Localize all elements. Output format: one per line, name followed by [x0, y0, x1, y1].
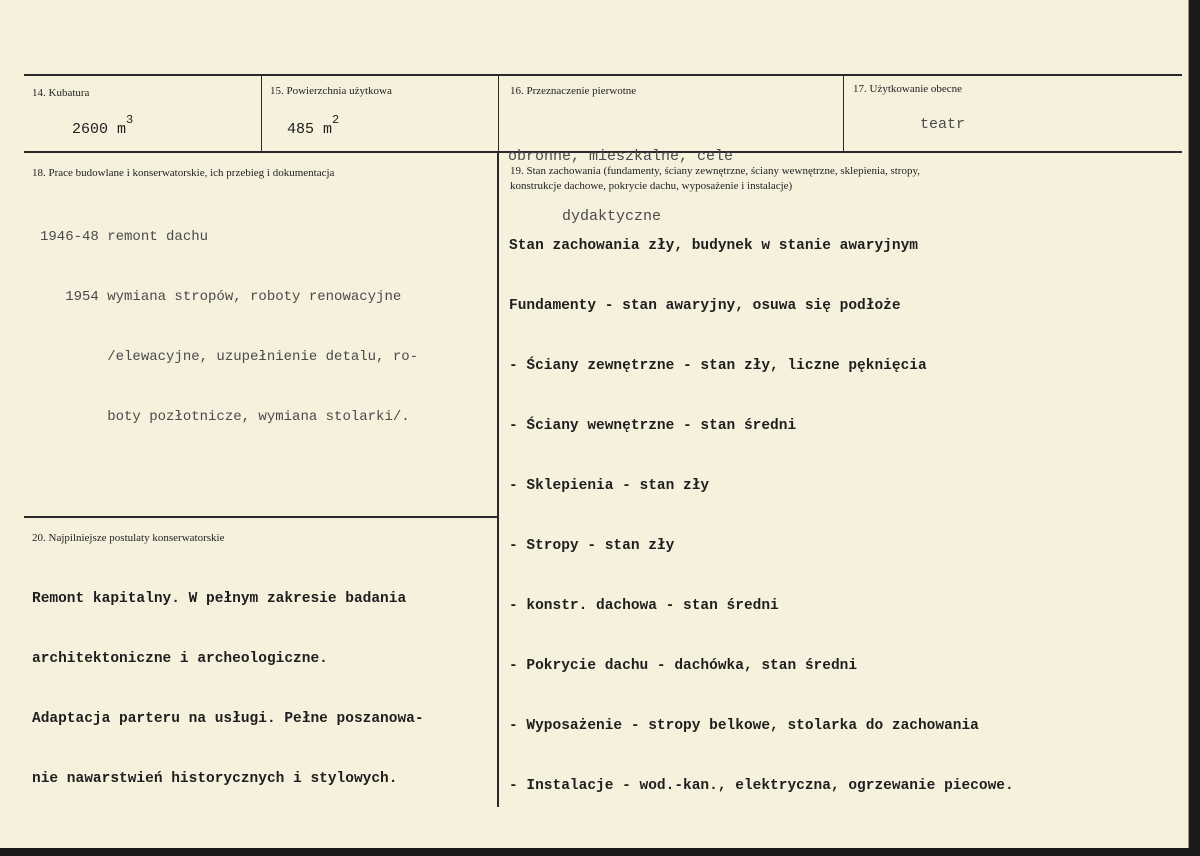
field-17-label: 17. Użytkowanie obecne — [853, 83, 963, 95]
field-19-label-line1: 19. Stan zachowania (fundamenty, ściany zewnętrzne, ściany wewnętrzne, sklepienia, stropy, — [510, 165, 921, 177]
field-18-label: 18. Prace budowlane i konserwatorskie, ich przebieg i dokumentacja — [32, 167, 335, 179]
field-16-label: 16. Przeznaczenie pierwotne — [510, 85, 637, 97]
field-20-line: Remont kapitalny. W pełnym zakresie badania — [32, 591, 407, 607]
divider-15-16 — [498, 76, 499, 152]
field-18-line: 1954 wymiana stropów, roboty renowacyjne — [40, 289, 402, 305]
field-14-number: 2600 m — [72, 121, 127, 138]
field-17-value: teatr — [920, 116, 966, 133]
divider-left-right — [497, 153, 499, 807]
field-20-line: nie nawarstwień historycznych i stylowych. — [32, 771, 398, 787]
field-19-line: - konstr. dachowa - stan średni — [509, 598, 779, 614]
field-14-exponent: 3 — [126, 113, 134, 127]
field-18-value — [40, 187, 418, 467]
field-20-value — [32, 549, 424, 829]
field-20-label: 20. Najpilniejsze postulaty konserwatorskie — [32, 532, 225, 544]
divider-14-15 — [261, 76, 262, 152]
field-19-line: - Instalacje - wod.-kan., elektryczna, ogrzewanie piecowe. — [509, 778, 1014, 794]
field-16-line: obronne, mieszkalne, cele — [508, 148, 734, 165]
field-14-value — [72, 114, 133, 140]
field-18-line: boty pozłotnicze, wymiana stolarki/. — [40, 409, 410, 425]
field-19-label-line2: konstrukcje dachowe, pokrycie dachu, wyposażenie i instalacje) — [510, 180, 793, 192]
field-18-bottom-rule — [24, 516, 497, 518]
field-15-value — [287, 114, 339, 140]
field-18-line: 1946-48 remont dachu — [40, 229, 209, 245]
field-19-line: Fundamenty - stan awaryjny, osuwa się podłoże — [509, 298, 901, 314]
field-15-number: 485 m — [287, 121, 333, 138]
field-19-line: - Sklepienia - stan zły — [509, 478, 710, 494]
divider-16-17 — [843, 76, 844, 152]
field-18-line: /elewacyjne, uzupełnienie detalu, ro- — [40, 349, 419, 365]
field-19-line: - Ściany wewnętrzne - stan średni — [509, 418, 797, 434]
field-19-value — [509, 196, 1014, 836]
field-16-line: dydaktyczne — [562, 208, 662, 225]
field-19-line: - Wyposażenie - stropy belkowe, stolarka do zachowania — [509, 718, 979, 734]
field-19-line: Stan zachowania zły, budynek w stanie awaryjnym — [509, 238, 918, 254]
field-15-exponent: 2 — [332, 113, 340, 127]
field-19-line: - Ściany zewnętrzne - stan zły, liczne pęknięcia — [509, 358, 927, 374]
field-14-label: 14. Kubatura — [32, 87, 90, 99]
field-19-line: - Pokrycie dachu - dachówka, stan średni — [509, 658, 858, 674]
field-15-label: 15. Powierzchnia użytkowa — [270, 85, 392, 97]
field-20-line: Adaptacja parteru na usługi. Pełne poszanowa- — [32, 711, 424, 727]
top-rule — [24, 74, 1182, 76]
field-19-line: - Stropy - stan zły — [509, 538, 675, 554]
field-20-line: architektoniczne i archeologiczne. — [32, 651, 328, 667]
